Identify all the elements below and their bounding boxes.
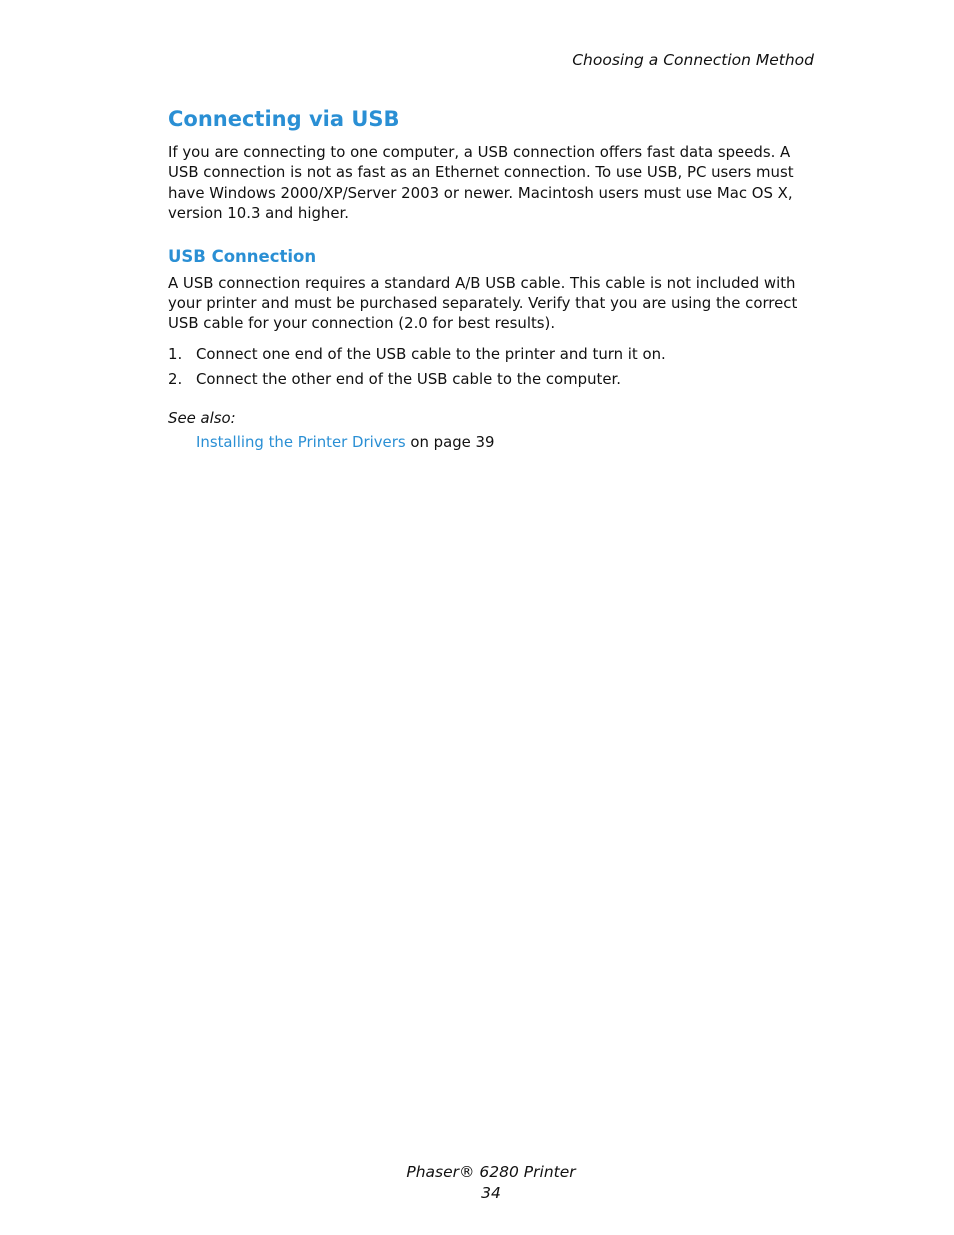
steps-list xyxy=(168,344,818,390)
step-text: Connect one end of the USB cable to the printer and turn it on. xyxy=(196,344,666,363)
running-header: Choosing a Connection Method xyxy=(572,51,814,69)
footer-product: Phaser® 6280 Printer xyxy=(406,1163,576,1181)
see-also-label: See also: xyxy=(168,409,236,428)
main-content xyxy=(168,104,818,452)
intro-paragraph: If you are connecting to one computer, a USB connection offers fast data speeds. A USB connection is not as fast as an Ethernet connection. To use USB, PC users must have Windows 2000/XP/Server 2003 or newer. Macintosh users must use Mac OS X, version 10.3 and higher. xyxy=(168,143,794,223)
subsection-title: USB Connection xyxy=(168,246,317,266)
step-number: 1. xyxy=(168,344,183,363)
page-footer xyxy=(0,1162,954,1203)
see-also-reference xyxy=(168,432,818,452)
list-item xyxy=(168,369,818,389)
subsection-paragraph: A USB connection requires a standard A/B USB cable. This cable is not included with your printer and must be purchased separately. Verify that you are using the correct USB cable for your connection (2.0 for best results). xyxy=(168,273,798,333)
page-reference: on page 39 xyxy=(405,432,495,451)
page-number: 34 xyxy=(481,1183,501,1202)
installing-drivers-link[interactable]: Installing the Printer Drivers xyxy=(196,432,406,451)
step-number: 2. xyxy=(168,370,183,389)
section-title: Connecting via USB xyxy=(168,107,400,131)
list-item xyxy=(168,344,818,364)
step-text: Connect the other end of the USB cable to the computer. xyxy=(196,370,622,389)
